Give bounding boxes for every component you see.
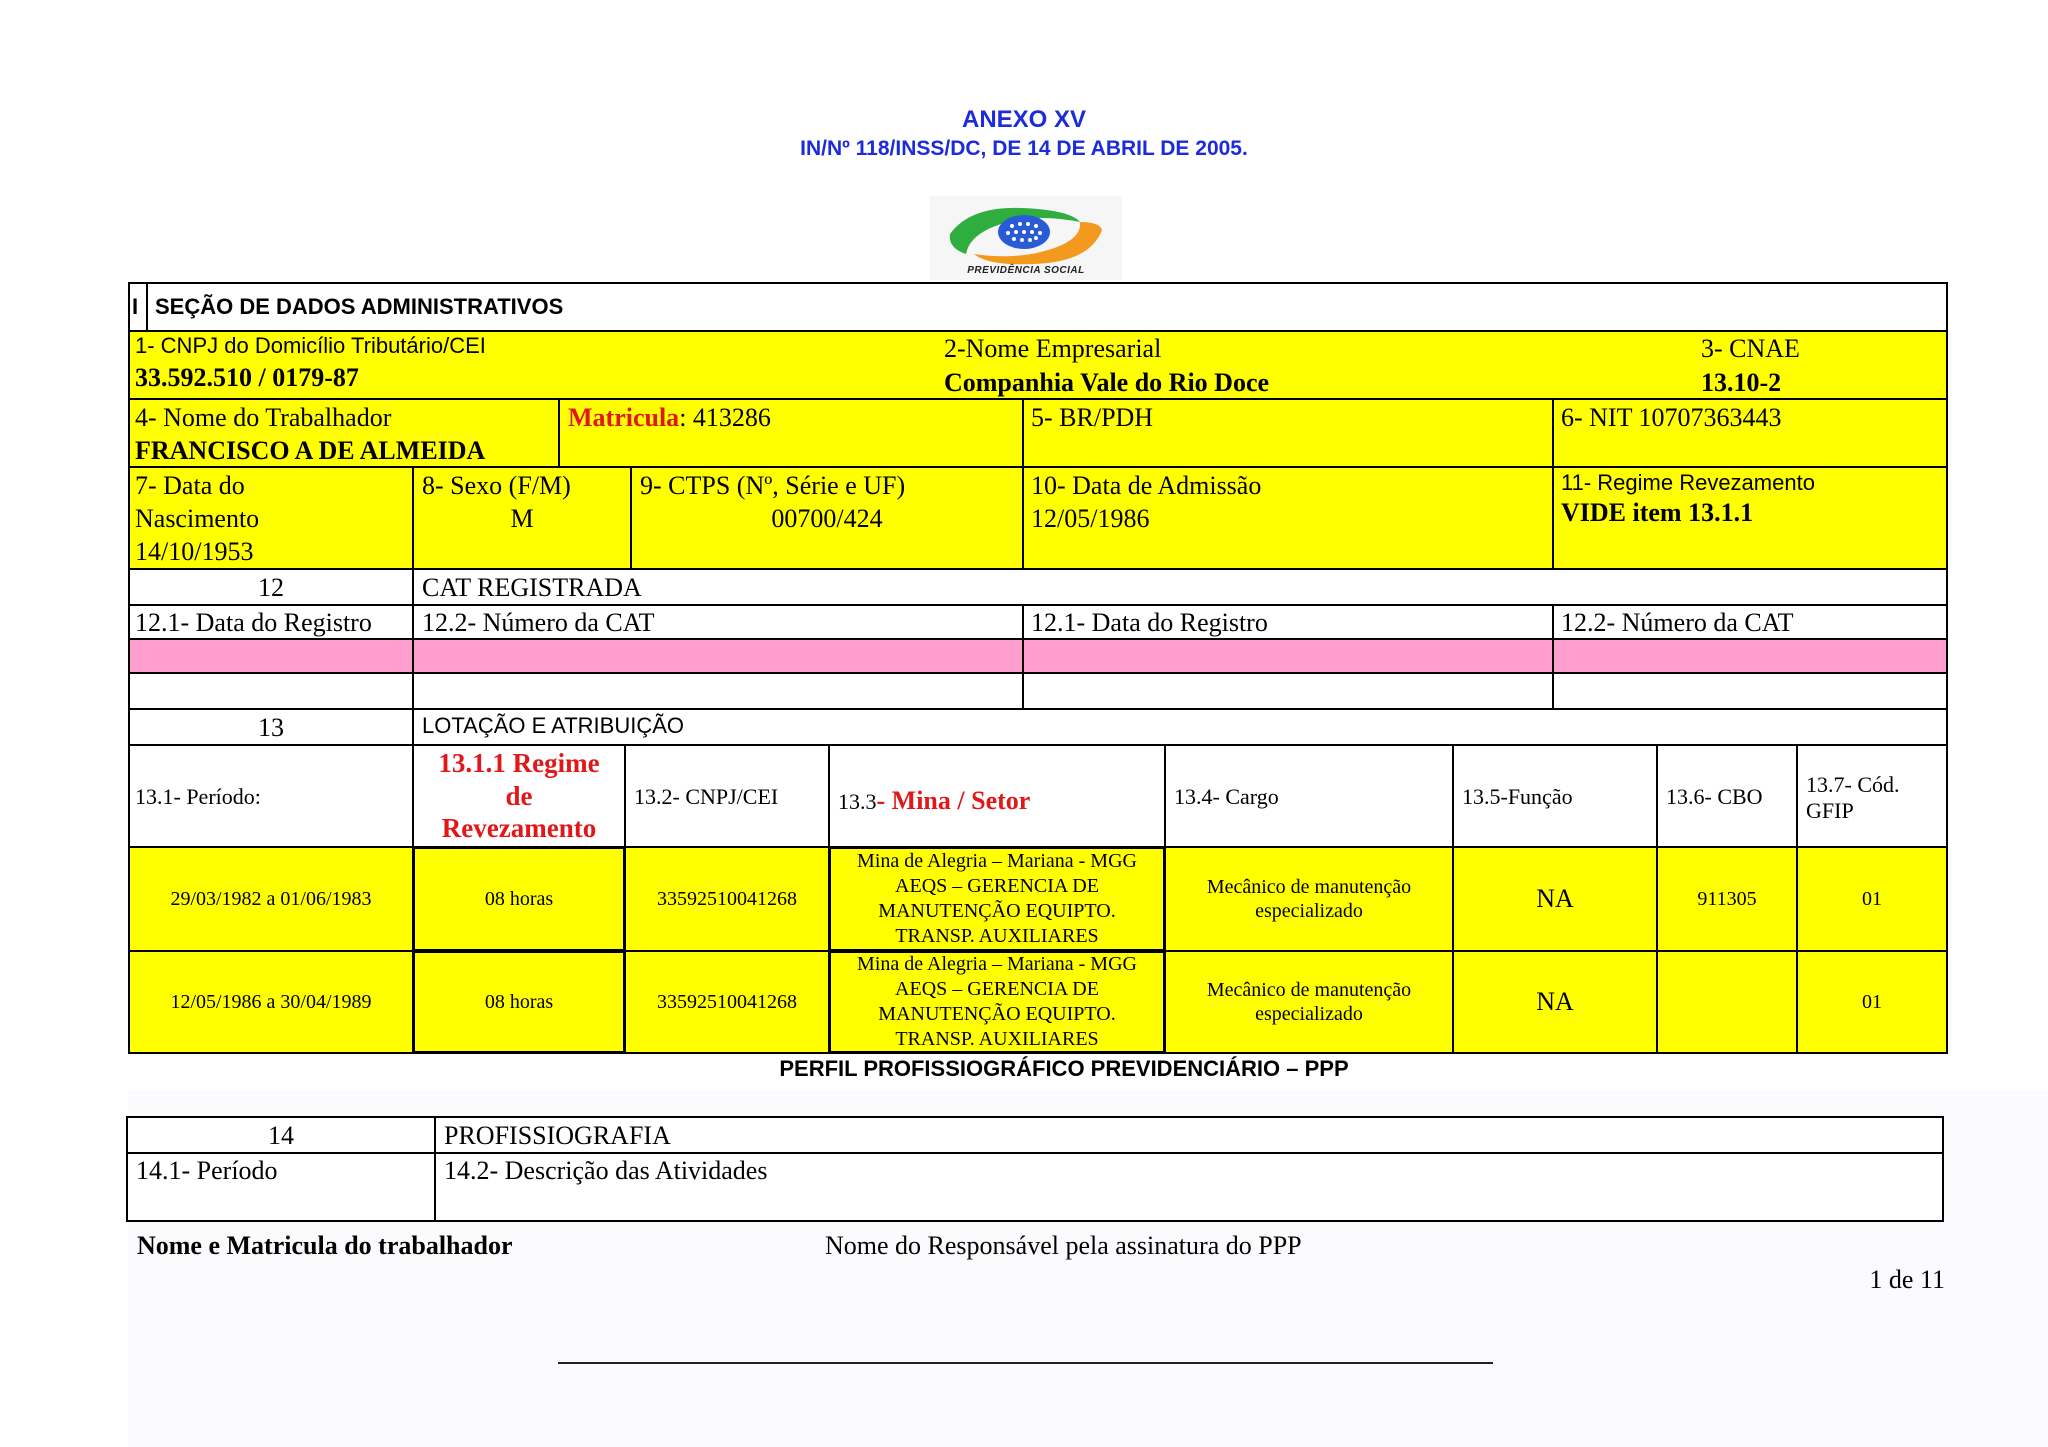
r1-funcao: NA <box>1536 884 1574 914</box>
h-gfip-line-1: 13.7- Cód. <box>1806 772 1900 797</box>
h-gfip <box>1806 772 1900 825</box>
r2-setor-line-2: AEQS – GERENCIA DE <box>895 978 1099 1000</box>
cat-col2-label: 12.2- Número da CAT <box>422 608 655 637</box>
worker-name-value: FRANCISCO A DE ALMEIDA <box>135 436 486 465</box>
company-name-label: 2-Nome Empresarial <box>944 334 1162 363</box>
cnae-value: 13.10-2 <box>1701 368 1782 397</box>
matricula-separator: : <box>679 403 693 432</box>
r1-cargo-line-1: Mecânico de manutenção <box>1206 875 1412 898</box>
r2-cargo-line-1: Mecânico de manutenção <box>1206 978 1412 1001</box>
cat-title-cell <box>412 568 1948 606</box>
r2-setor-line-3: MANUTENÇÃO EQUIPTO. <box>878 1003 1116 1025</box>
h-regime-line-1: 13.1.1 Regime <box>438 748 600 779</box>
matricula-value: 413286 <box>692 403 771 432</box>
r1-regime: 08 horas <box>484 887 554 910</box>
r2-funcao: NA <box>1536 987 1574 1017</box>
ctps-value: 00700/424 <box>771 504 883 533</box>
br-pdh-label: 5- BR/PDH <box>1031 403 1154 432</box>
ppp-title: PERFIL PROFISSIOGRÁFICO PREVIDENCIÁRIO – PPP <box>779 1056 1349 1081</box>
h-cnpj: 13.2- CNPJ/CEI <box>634 784 779 809</box>
cnae-label: 3- CNAE <box>1701 334 1800 363</box>
cat-row1-cell4 <box>1552 638 1948 674</box>
r2-cargo-line-2: especializado <box>1255 1003 1363 1025</box>
signature-line <box>558 1362 1493 1364</box>
h-setor-line <box>838 788 1030 814</box>
section-number: I <box>132 294 139 319</box>
r2-cargo <box>1164 950 1454 1054</box>
birth-date-label-2: Nascimento <box>135 504 260 533</box>
sex-value: M <box>510 504 534 533</box>
nit-label: 6- NIT 10707363443 <box>1561 403 1782 432</box>
h-setor-prefix: 13.3 <box>838 789 877 814</box>
r2-setor-line-1: Mina de Alegria – Mariana - MGG <box>857 953 1137 975</box>
prof-descricao: 14.2- Descrição das Atividades <box>444 1156 768 1185</box>
h-regime-line-2: de <box>505 780 533 811</box>
r1-periodo: 29/03/1982 a 01/06/1983 <box>170 887 372 910</box>
page-number: 1 de 11 <box>1869 1265 1945 1294</box>
prof-title: PROFISSIOGRAFIA <box>444 1121 671 1150</box>
cnpj-label: 1- CNPJ do Domicílio Tributário/CEI <box>135 333 486 358</box>
cat-row1-cell3 <box>1022 638 1554 674</box>
cat-row2-cell1 <box>128 672 414 710</box>
company-name-value: Companhia Vale do Rio Doce <box>944 368 1270 397</box>
h-cargo: 13.4- Cargo <box>1174 784 1279 809</box>
r2-periodo: 12/05/1986 a 30/04/1989 <box>170 990 372 1013</box>
matricula-line <box>568 405 771 431</box>
r2-setor-line-4: TRANSP. AUXILIARES <box>895 1028 1099 1050</box>
r1-setor-line-4: TRANSP. AUXILIARES <box>895 925 1099 947</box>
r2-gfip: 01 <box>1862 990 1882 1013</box>
r1-setor-line-2: AEQS – GERENCIA DE <box>895 875 1099 897</box>
regime-label: 11- Regime Revezamento <box>1561 470 1815 495</box>
prof-periodo: 14.1- Período <box>136 1156 278 1185</box>
cat-row1-cell2 <box>412 638 1024 674</box>
h-regime <box>412 746 626 846</box>
h-regime-line-3: Revezamento <box>441 813 597 844</box>
worker-name-label: 4- Nome do Trabalhador <box>135 403 392 432</box>
r2-cnpj: 33592510041268 <box>657 990 797 1013</box>
r2-cbo <box>1656 950 1798 1054</box>
worker-signature-label: Nome e Matricula do trabalhador <box>137 1231 513 1260</box>
r1-setor <box>828 848 1166 950</box>
r1-cbo: 911305 <box>1697 887 1757 910</box>
logo-caption: PREVIDÊNCIA SOCIAL <box>967 265 1085 276</box>
matricula-label: Matricula <box>568 403 680 432</box>
admission-label: 10- Data de Admissão <box>1031 471 1262 500</box>
r1-setor-line-3: MANUTENÇÃO EQUIPTO. <box>878 900 1116 922</box>
r1-gfip: 01 <box>1862 887 1882 910</box>
admission-value: 12/05/1986 <box>1031 504 1150 533</box>
r1-cargo <box>1164 846 1454 952</box>
cnpj-value: 33.592.510 / 0179-87 <box>135 363 359 392</box>
cat-number: 12 <box>258 573 284 602</box>
ctps-label: 9- CTPS (Nº, Série e UF) <box>640 471 906 500</box>
r2-setor <box>828 952 1166 1052</box>
section-title: SEÇÃO DE DADOS ADMINISTRATIVOS <box>155 294 564 319</box>
cat-row2-cell4 <box>1552 672 1948 710</box>
cat-row1-cell1 <box>128 638 414 674</box>
cat-row2-cell2 <box>412 672 1024 710</box>
h-gfip-line-2: GFIP <box>1806 798 1854 824</box>
cat-col1-label: 12.1- Data do Registro <box>135 608 372 637</box>
h-setor-label: - Mina / Setor <box>876 786 1031 815</box>
h-cbo: 13.6- CBO <box>1666 784 1763 809</box>
cat-row2-cell3 <box>1022 672 1554 710</box>
r1-cargo-line-2: especializado <box>1255 900 1363 922</box>
lotacao-number: 13 <box>258 713 284 742</box>
r1-cnpj: 33592510041268 <box>657 887 797 910</box>
birth-date-label-1: 7- Data do <box>135 471 245 500</box>
responsible-signature-label: Nome do Responsável pela assinatura do PPP <box>825 1231 1302 1260</box>
cat-col4-label: 12.2- Número da CAT <box>1561 608 1794 637</box>
r2-regime: 08 horas <box>484 990 554 1013</box>
norm-subtitle: IN/Nº 118/INSS/DC, DE 14 DE ABRIL DE 2005. <box>800 137 1248 160</box>
birth-date-value: 14/10/1953 <box>135 537 254 566</box>
regime-value: VIDE item 13.1.1 <box>1561 498 1754 527</box>
lotacao-title: LOTAÇÃO E ATRIBUIÇÃO <box>422 713 685 738</box>
prof-number: 14 <box>268 1121 294 1150</box>
sex-label: 8- Sexo (F/M) <box>422 471 571 500</box>
annex-title: ANEXO XV <box>961 106 1087 133</box>
cat-title: CAT REGISTRADA <box>422 573 642 602</box>
r1-setor-line-1: Mina de Alegria – Mariana - MGG <box>857 850 1137 872</box>
cat-col3-label: 12.1- Data do Registro <box>1031 608 1268 637</box>
h-periodo: 13.1- Período: <box>135 784 261 809</box>
h-funcao: 13.5-Função <box>1462 784 1573 809</box>
